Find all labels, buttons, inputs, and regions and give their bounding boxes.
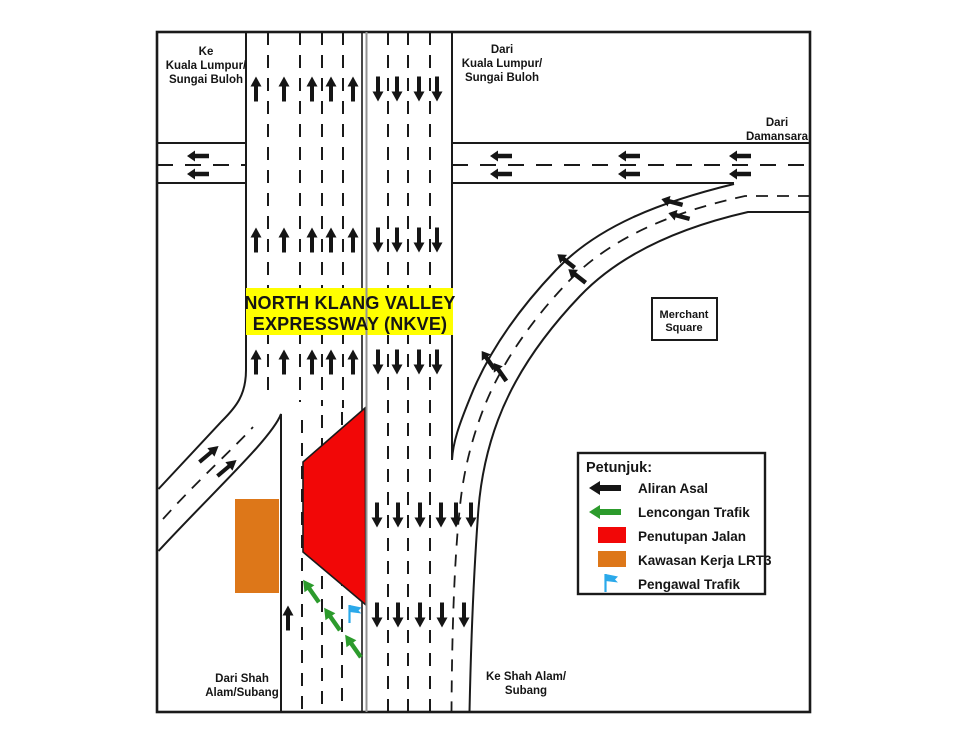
label-ke-kuala-lumpur: Ke: [198, 46, 214, 58]
label-dari-shah-alam: Dari Shah: [215, 673, 269, 685]
svg-text:Sungai Buloh: Sungai Buloh: [168, 74, 244, 86]
svg-text:Kuala Lumpur/: Kuala Lumpur/: [165, 60, 247, 72]
svg-text:Square: Square: [665, 322, 703, 334]
legend: [578, 453, 772, 594]
svg-text:Subang: Subang: [504, 685, 548, 697]
svg-text:Kuala Lumpur/: Kuala Lumpur/: [461, 58, 543, 70]
legend-item-label: Aliran Asal: [638, 481, 709, 496]
legend-item-label: Kawasan Kerja LRT3: [638, 553, 772, 568]
legend-item-label: Lencongan Trafik: [638, 505, 750, 520]
label-dari-damansara: Dari: [765, 117, 789, 129]
merchant-square-label: Merchant: [659, 309, 709, 321]
label-dari-kuala-lumpur: Dari: [490, 44, 514, 56]
legend-heading: Petunjuk:: [586, 460, 653, 476]
svg-text:Alam/Subang: Alam/Subang: [205, 687, 279, 699]
lrt3-work-area: [235, 499, 279, 593]
legend-orange-square-icon: [598, 551, 626, 567]
legend-item-label: Pengawal Trafik: [638, 577, 741, 592]
legend-item-label: Penutupan Jalan: [638, 529, 747, 544]
svg-text:Damansara: Damansara: [745, 131, 809, 143]
expressway-title: [244, 293, 455, 334]
legend-red-square-icon: [598, 527, 626, 543]
expressway-title-line1: NORTH KLANG VALLEY: [244, 293, 456, 313]
expressway-title-line2: EXPRESSWAY (NKVE): [252, 314, 448, 334]
svg-text:Sungai Buloh: Sungai Buloh: [464, 72, 540, 84]
merchant-square-box: [652, 298, 717, 340]
label-ke-shah-alam: Ke Shah Alam/: [485, 671, 567, 683]
